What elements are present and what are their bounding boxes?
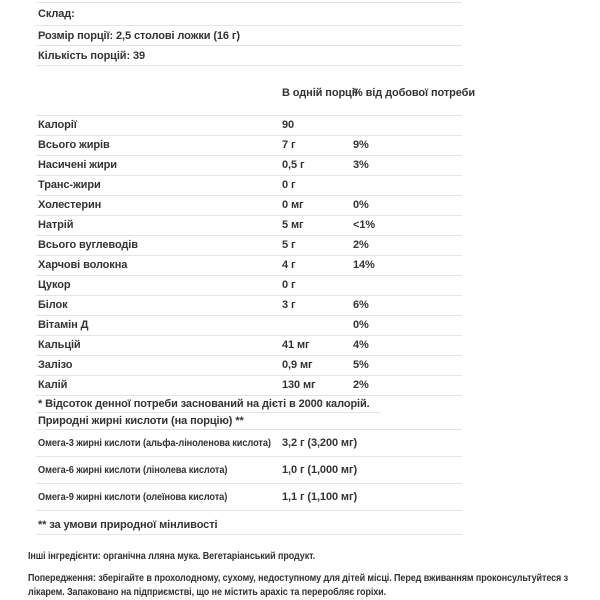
nutrient-row [36,216,462,236]
serving-size-row [36,26,462,46]
nutrient-row [36,196,462,216]
daily-value-footnote: * Відсоток денної потреби заснований на дієті в 2000 калорій. [36,396,381,413]
nutrient-row [36,256,462,276]
fatty-acid-name: Омега-6 жирні кислоти (лінолева кислота) [38,464,228,476]
nutrient-amount: 7 г [282,139,296,151]
fatty-acid-row [36,457,462,484]
nutrient-dv: 14% [353,259,375,271]
nutrient-dv: 2% [353,379,369,391]
nutrient-row [36,336,462,356]
nutrient-row [36,316,462,336]
fatty-acid-name: Омега-9 жирні кислоти (олеїнова кислота) [38,491,228,503]
nutrient-dv: 5% [353,359,369,371]
column-header-dv: % від добової потреби [353,87,476,99]
fatty-acids-header-row [36,413,462,430]
nutrient-amount: 90 [282,119,295,131]
fatty-acid-row [36,430,462,457]
servings-count-row [36,46,462,66]
column-header-row [36,66,476,116]
nutrient-name: Білок [38,299,68,311]
other-ingredients-text: Інші інгредієнти: органічна лляна мука. Вегетаріанський продукт. [28,550,316,562]
fatty-acid-name: Омега-3 жирні кислоти (альфа-ліноленова кислота) [38,437,271,449]
nutrient-name: Вітамін Д [38,319,89,331]
nutrient-dv: 0% [353,319,369,331]
nutrient-row [36,156,462,176]
nutrient-name: Харчові волокна [38,259,128,271]
nutrient-name: Калій [38,379,68,391]
nutrient-name: Всього вуглеводів [38,239,138,251]
nutrient-dv: 2% [353,239,369,251]
nutrient-amount: 0,5 г [282,159,305,171]
variability-note-row [36,511,462,535]
fatty-acid-row [36,484,462,511]
nutrient-dv: 0% [353,199,369,211]
nutrient-name: Холестерин [38,199,102,211]
nutrient-amount: 0 г [282,279,296,291]
nutrient-row [36,356,462,376]
nutrient-name: Цукор [38,279,71,291]
nutrient-name: Всього жирів [38,139,110,151]
nutrient-row [36,176,462,196]
nutrient-dv: <1% [353,219,376,231]
nutrient-row [36,296,462,316]
nutrient-name: Калорії [38,119,77,131]
servings-count-label: Кількість порцій: 39 [38,50,146,62]
nutrient-row [36,276,462,296]
fatty-acid-amount: 3,2 г (3,200 мг) [282,437,358,449]
nutrient-row [36,116,462,136]
nutrient-name: Кальцій [38,339,81,351]
variability-note-label: ** за умови природної мінливості [38,519,218,531]
composition-label: Склад: [38,8,75,20]
nutrient-amount: 0,9 мг [282,359,313,371]
nutrient-amount: 0 мг [282,199,304,211]
warning-text: Попередження: зберігайте в прохолодному, сухому, недоступному для дітей місці. Перед вживанням проконсультуйтеся з лікарем. Запаковано на підприємстві, що не містить арахіс та переробляє горіхи. [28,572,569,598]
nutrient-name: Залізо [38,359,73,371]
nutrient-amount: 3 г [282,299,296,311]
bottom-paragraphs [28,549,594,599]
nutrient-row [36,376,462,396]
composition-row [36,3,462,26]
nutrient-name: Насичені жири [38,159,117,171]
fatty-acids-header-label: Природні жирні кислоти (на порцію) ** [38,415,244,427]
nutrient-amount: 4 г [282,259,296,271]
nutrient-amount: 5 мг [282,219,304,231]
nutrient-row [36,236,462,256]
nutrient-amount: 41 мг [282,339,310,351]
nutrient-dv: 9% [353,139,369,151]
nutrient-name: Натрій [38,219,74,231]
serving-size-label: Розмір порції: 2,5 столові ложки (16 г) [38,30,240,42]
nutrient-dv: 6% [353,299,369,311]
nutrient-amount: 0 г [282,179,296,191]
nutrient-dv: 4% [353,339,369,351]
nutrient-amount: 5 г [282,239,296,251]
supplement-facts-table [36,2,476,535]
nutrient-name: Транс-жири [38,179,101,191]
nutrient-dv: 3% [353,159,369,171]
fatty-acid-amount: 1,1 г (1,100 мг) [282,491,358,503]
nutrient-amount: 130 мг [282,379,316,391]
nutrient-row [36,136,462,156]
column-header-amount: В одній порції [282,87,358,99]
fatty-acid-amount: 1,0 г (1,000 мг) [282,464,358,476]
